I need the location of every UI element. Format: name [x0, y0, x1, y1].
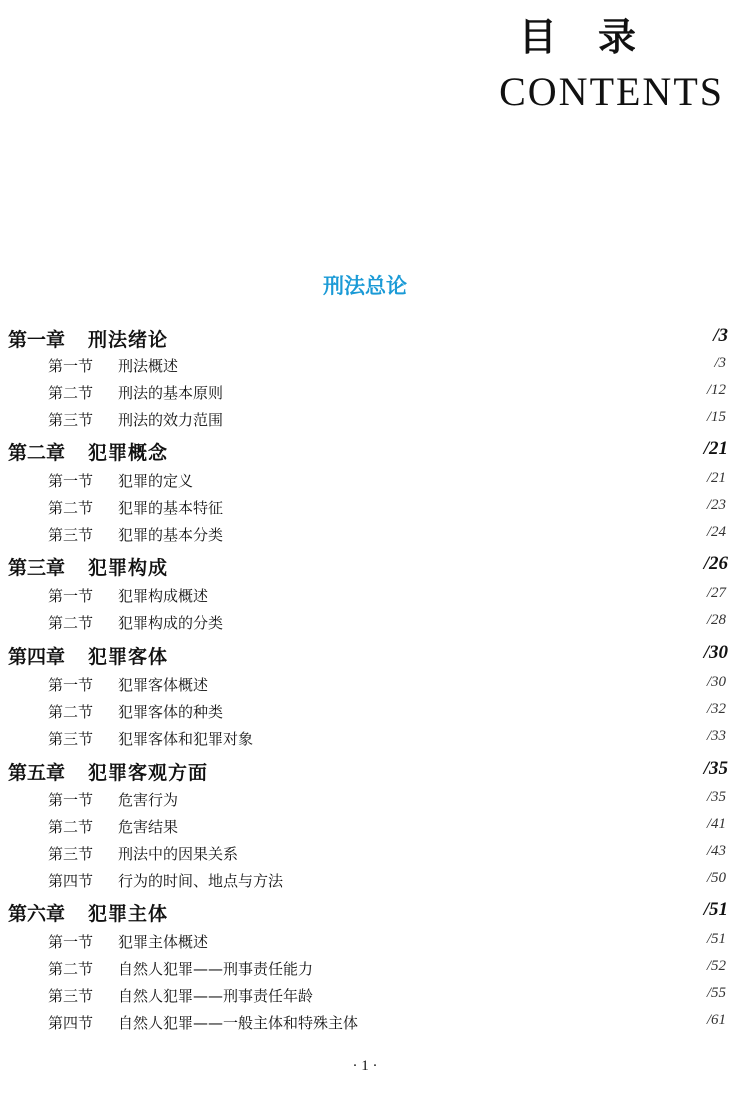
toc-section-row[interactable]: [0, 985, 750, 1011]
chapter-page: /3: [713, 325, 728, 346]
page-number: · 1 ·: [352, 1058, 378, 1074]
toc-section-row[interactable]: [0, 497, 750, 523]
section-number: 第三节: [48, 411, 94, 429]
section-number: 第一节: [48, 933, 94, 951]
section-title: 犯罪主体概述: [118, 933, 209, 951]
section-page: /3: [714, 355, 726, 371]
chapter-page: /30: [703, 642, 728, 663]
chapter-title: 犯罪概念: [88, 442, 169, 464]
section-title: 犯罪的基本特征: [118, 499, 224, 517]
chapter-title: 犯罪客观方面: [88, 762, 209, 784]
toc-chapter-row[interactable]: [0, 758, 750, 784]
section-title: 自然人犯罪——一般主体和特殊主体: [118, 1014, 359, 1032]
section-title: 刑法概述: [118, 357, 179, 375]
section-page: /27: [706, 585, 726, 601]
section-number: 第三节: [48, 987, 94, 1005]
section-title: 行为的时间、地点与方法: [118, 872, 284, 890]
section-page: /50: [706, 870, 726, 886]
section-number: 第四节: [48, 1014, 94, 1032]
section-title: 犯罪的定义: [118, 472, 194, 490]
chapter-title: 刑法绪论: [88, 329, 169, 351]
chapter-number: 第二章: [8, 442, 66, 464]
section-page: /21: [706, 470, 726, 486]
toc-section-row[interactable]: [0, 409, 750, 435]
section-number: 第二节: [48, 960, 94, 978]
section-page: /43: [706, 843, 726, 859]
section-page: /61: [706, 1012, 726, 1028]
section-title: 刑法的效力范围: [118, 411, 224, 429]
section-number: 第二节: [48, 703, 94, 721]
contents-title-english: CONTENTS: [499, 69, 724, 114]
toc-section-row[interactable]: [0, 931, 750, 957]
toc-section-row[interactable]: [0, 612, 750, 638]
section-page: /12: [706, 382, 726, 398]
part-title: 刑法总论: [323, 273, 407, 298]
toc-chapter-row[interactable]: [0, 553, 750, 579]
chapter-page: /51: [703, 899, 728, 920]
section-number: 第一节: [48, 791, 94, 809]
section-page: /23: [706, 497, 726, 513]
section-page: /24: [706, 524, 726, 540]
chapter-number: 第一章: [8, 329, 66, 351]
section-title: 犯罪构成概述: [118, 587, 209, 605]
section-number: 第一节: [48, 587, 94, 605]
section-title: 危害行为: [118, 791, 179, 809]
toc-chapter-row[interactable]: [0, 899, 750, 925]
section-title: 自然人犯罪——刑事责任能力: [118, 960, 314, 978]
section-title: 犯罪客体的种类: [118, 703, 224, 721]
chapter-page: /26: [703, 553, 728, 574]
section-number: 第一节: [48, 676, 94, 694]
section-title: 犯罪的基本分类: [118, 526, 224, 544]
chapter-number: 第三章: [8, 557, 66, 579]
toc-chapter-row[interactable]: [0, 642, 750, 668]
toc-section-row[interactable]: [0, 870, 750, 896]
section-number: 第四节: [48, 872, 94, 890]
section-title: 刑法中的因果关系: [118, 845, 239, 863]
toc-section-row[interactable]: [0, 789, 750, 815]
section-title: 犯罪客体和犯罪对象: [118, 730, 254, 748]
toc-section-row[interactable]: [0, 1012, 750, 1038]
toc-section-row[interactable]: [0, 816, 750, 842]
chapter-number: 第五章: [8, 762, 66, 784]
toc-section-row[interactable]: [0, 355, 750, 381]
toc-section-row[interactable]: [0, 843, 750, 869]
section-page: /41: [706, 816, 726, 832]
chapter-page: /35: [703, 758, 728, 779]
section-title: 犯罪客体概述: [118, 676, 209, 694]
chapter-number: 第四章: [8, 646, 66, 668]
chapter-page: /21: [703, 438, 728, 459]
section-page: /33: [706, 728, 726, 744]
toc-chapter-row[interactable]: [0, 325, 750, 351]
section-number: 第三节: [48, 730, 94, 748]
toc-section-row[interactable]: [0, 524, 750, 550]
chapter-number: 第六章: [8, 903, 66, 925]
section-number: 第二节: [48, 384, 94, 402]
section-page: /15: [706, 409, 726, 425]
section-page: /51: [706, 931, 726, 947]
section-title: 危害结果: [118, 818, 179, 836]
section-number: 第二节: [48, 499, 94, 517]
section-page: /28: [706, 612, 726, 628]
chapter-title: 犯罪构成: [88, 557, 169, 579]
section-number: 第三节: [48, 526, 94, 544]
section-title: 刑法的基本原则: [118, 384, 224, 402]
section-page: /30: [706, 674, 726, 690]
toc-chapter-row[interactable]: [0, 438, 750, 464]
toc-section-row[interactable]: [0, 470, 750, 496]
section-page: /55: [706, 985, 726, 1001]
toc-section-row[interactable]: [0, 674, 750, 700]
toc-section-row[interactable]: [0, 382, 750, 408]
section-title: 自然人犯罪——刑事责任年龄: [118, 987, 314, 1005]
section-number: 第二节: [48, 614, 94, 632]
section-number: 第三节: [48, 845, 94, 863]
toc-section-row[interactable]: [0, 585, 750, 611]
section-number: 第一节: [48, 472, 94, 490]
section-number: 第二节: [48, 818, 94, 836]
toc-section-row[interactable]: [0, 701, 750, 727]
toc-section-row[interactable]: [0, 728, 750, 754]
section-page: /35: [706, 789, 726, 805]
toc-section-row[interactable]: [0, 958, 750, 984]
section-page: /32: [706, 701, 726, 717]
section-number: 第一节: [48, 357, 94, 375]
section-title: 犯罪构成的分类: [118, 614, 224, 632]
contents-title-chinese: 目 录: [518, 14, 650, 59]
chapter-title: 犯罪主体: [88, 903, 169, 925]
section-page: /52: [706, 958, 726, 974]
chapter-title: 犯罪客体: [88, 646, 169, 668]
